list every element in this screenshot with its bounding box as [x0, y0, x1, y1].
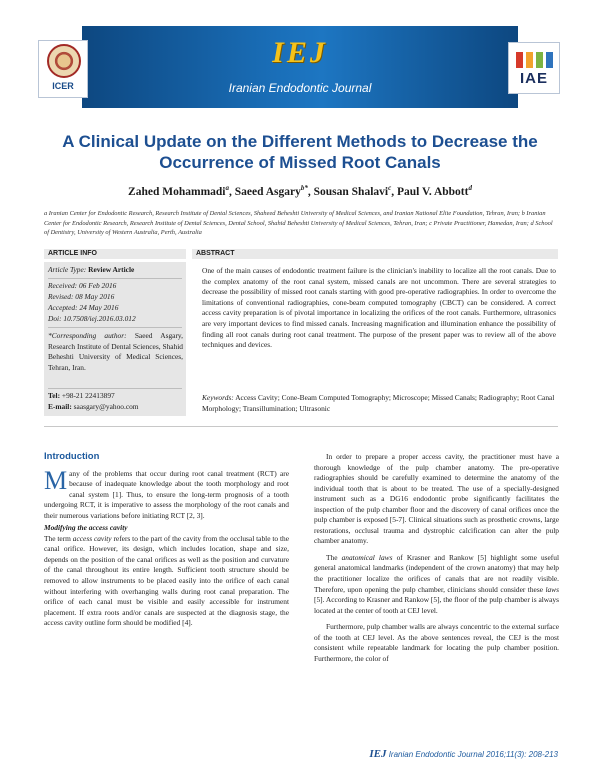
access-cavity-paragraph: [44, 534, 289, 629]
intro-paragraph: [44, 465, 289, 522]
accepted-date: [48, 303, 118, 313]
keywords-label: Keywords:: [202, 393, 234, 402]
journal-banner: [30, 26, 570, 108]
pulp-chamber-paragraph: Furthermore, pulp chamber walls are always concentric to the external surface of the tooth at CEJ level. As the above sentences reveal, the CEJ is the most consistent while repeatable landmark for locating the pulp chamber position. Furthermore, the color of: [314, 622, 559, 663]
intro-paragraph-text: any of the problems that occur during root canal treatment (RCT) are because of inadequate knowledge about the tooth morphology and root canal system [1]. Thus, to ensure the long-term prognosis of a tooth undergoing RCT, it is imperative to assess the morphology of the root canals and their numerous variations before initiating RCT [2, 3].: [44, 468, 289, 520]
author-name: Paul V. Abbott: [396, 185, 469, 198]
paragraph-text: of Krasner and Rankow [5] highlight some useful general anatomical landmarks (independent of the crown anatomy) that may help the practitioner localize the orifices of canals that are not readily visible. Therefore, upon opening the pulp chamber, clinicians should consider these: [314, 552, 559, 594]
doi-text: Doi: 10.7508/iej.2016.03.012: [48, 314, 136, 323]
abstract-text: One of the main causes of endodontic treatment failure is the clinician's inability to localize all the root canals. Due to the complex anatomy of the root canal system, missed canals are not uncommon. There are several strategies to decrease the possibility of missed root canals starting with good pre-operative radiographies. In order to overcome the limitations of conventional radiographies, cone-beam computed tomography (CBCT) can be considered. A correct access cavity preparation is of pivotal importance in localizing the orifices of the root canals. Furthermore, ultrasonics are very important devices to find missed canals. Increasing magnification and illumination enhance the possibility of finding all root canals during root canal treatment. The purpose of the present paper was to review all of the above techniques and devices.: [202, 266, 556, 350]
received-date: [48, 281, 116, 291]
paragraph-text: The: [326, 552, 342, 562]
page-footer: [369, 748, 558, 760]
section-title-introduction: Introduction: [44, 451, 100, 462]
author-list: [40, 184, 560, 198]
anatomical-laws-paragraph: [314, 553, 559, 616]
paragraph-text: The term: [44, 533, 73, 543]
author-sep: ,: [229, 185, 235, 198]
article-type: [48, 265, 134, 275]
info-divider: [48, 278, 182, 279]
abstract-rule: [44, 426, 558, 427]
author-sup: b*: [300, 184, 308, 192]
article-title: [40, 131, 560, 173]
iae-logo: [508, 42, 560, 94]
iae-bars-icon: [516, 52, 554, 68]
drop-cap: M: [44, 465, 68, 495]
corresponding-author: [48, 331, 183, 373]
paragraph-emphasis: anatomical laws: [341, 552, 393, 562]
revised-text: Revised: 08 May 2016: [48, 292, 115, 301]
article-type-value: Review Article: [88, 265, 135, 274]
author-sep: ,: [391, 185, 397, 198]
received-text: Received: 06 Feb 2016: [48, 281, 117, 290]
article-type-label: Article Type:: [48, 265, 87, 274]
paragraph-text: refers to the part of the cavity from the occlusal table to the canal orifice. However, its design, which includes location, shape and size, depends on the position of the canal orifices as well as the position and curvature of the canal throughout its entire length. Sufficient tooth structure should be removed to allow instruments to be placed easily into the orifice of each canal without interfering with overhanging walls during root canal preparation. The orifice of each canal must be visible and easily accessible for instrument placement. If extra roots and/or canals are suspected at the diagnosis stage, the access cavity outline form should be modified [4].: [44, 533, 289, 628]
icer-logo: [38, 40, 88, 98]
access-prep-paragraph: In order to prepare a proper access cavity, the practitioner must have a thorough knowledge of the pulp chamber anatomy. The pre-operative radiographies should be carefully examined to determine the anatomy of the individual tooth that is about to be treated. The use of a specially-designed instrument such as a DG16 endodontic probe significantly facilitates the inspection of the pulp chamber floor and the discovery of canal orifices once the pulp chamber is exposed [5-7]. Clinical situations such as prosthetic crowns, large restorations, occlusal trauma and dystrophic calcification can alter the pulp chamber anatomy.: [314, 452, 559, 546]
author-name: Sousan Shalavi: [313, 185, 389, 198]
body-right-column: [314, 452, 559, 664]
email-value[interactable]: saasgary@yahoo.com: [73, 402, 139, 411]
footer-citation: Iranian Endodontic Journal 2016;11(3): 208-213: [388, 750, 558, 759]
keywords: [202, 393, 556, 414]
doi: [48, 314, 136, 324]
tel-value: +98-21 22413897: [61, 391, 115, 400]
author-sup: a: [225, 184, 229, 192]
author-name: Zahed Mohammadi: [128, 185, 226, 198]
journal-full-title: Iranian Endodontic Journal: [228, 81, 372, 95]
body-left-column: [44, 452, 289, 629]
info-divider: [48, 327, 182, 328]
author-sup: c: [388, 184, 392, 192]
paragraph-emphasis: access cavity: [72, 533, 112, 543]
icer-logo-text: ICER: [52, 81, 74, 91]
corresponding-label: *Corresponding author:: [48, 331, 127, 340]
article-info-header: ARTICLE INFO: [44, 249, 186, 259]
corresponding-text: Saeed Asgary, Research Institute of Dental Sciences, Shahid Beheshti University of Medical Sciences, Tehran, Iran.: [48, 331, 183, 372]
revised-date: [48, 292, 114, 302]
journal-short-title: IEJ: [272, 36, 328, 69]
telephone: [48, 391, 115, 401]
accepted-text: Accepted: 24 May 2016: [48, 303, 119, 312]
email-label: E-mail:: [48, 402, 72, 411]
email: [48, 402, 139, 412]
author-sup: d: [468, 184, 472, 192]
paragraph-emphasis: laws: [545, 584, 559, 594]
keywords-list: Access Cavity; Cone-Beam Computed Tomography; Microscope; Missed Canals; Radiography; Root Canal Morphology; Transillumination; Ultrasonic: [202, 393, 555, 413]
iae-logo-text: IAE: [519, 70, 548, 87]
article-title-line1: A Clinical Update on the Different Methods to Decrease the: [62, 132, 538, 151]
paragraph-text: [5]. According to Krasner and Rankow [5], the floor of the pulp chamber is always located at the center of tooth at CEJ level.: [314, 595, 559, 615]
abstract-header: ABSTRACT: [192, 249, 558, 259]
author-name: Saeed Asgary: [234, 185, 301, 198]
affiliations: a Iranian Center for Endodontic Research, Research Institute of Dental Sciences, Shaheed Beheshti University of Medical Sciences, and Iranian National Elite Foundation, Tehran, Iran; b Iranian Center for Endodontic Research, Research Institute of Dental Sciences, Dental School, Shahid Beheshti University of Medical Sciences, Tehran, Iran; c Private Practitioner, Hamedan, Iran; d School of Dentistry, University of Western Australia, Perth, Australia: [44, 210, 553, 236]
icer-seal-icon: [47, 44, 81, 78]
info-divider: [48, 388, 182, 389]
author-sep: ,: [307, 185, 314, 198]
article-info-panel: [44, 262, 186, 416]
tel-label: Tel:: [48, 391, 61, 400]
article-title-line2: Occurrence of Missed Root Canals: [159, 153, 441, 172]
subsection-title: Modifying the access cavity: [44, 523, 128, 533]
footer-logo: IEJ: [369, 748, 387, 760]
